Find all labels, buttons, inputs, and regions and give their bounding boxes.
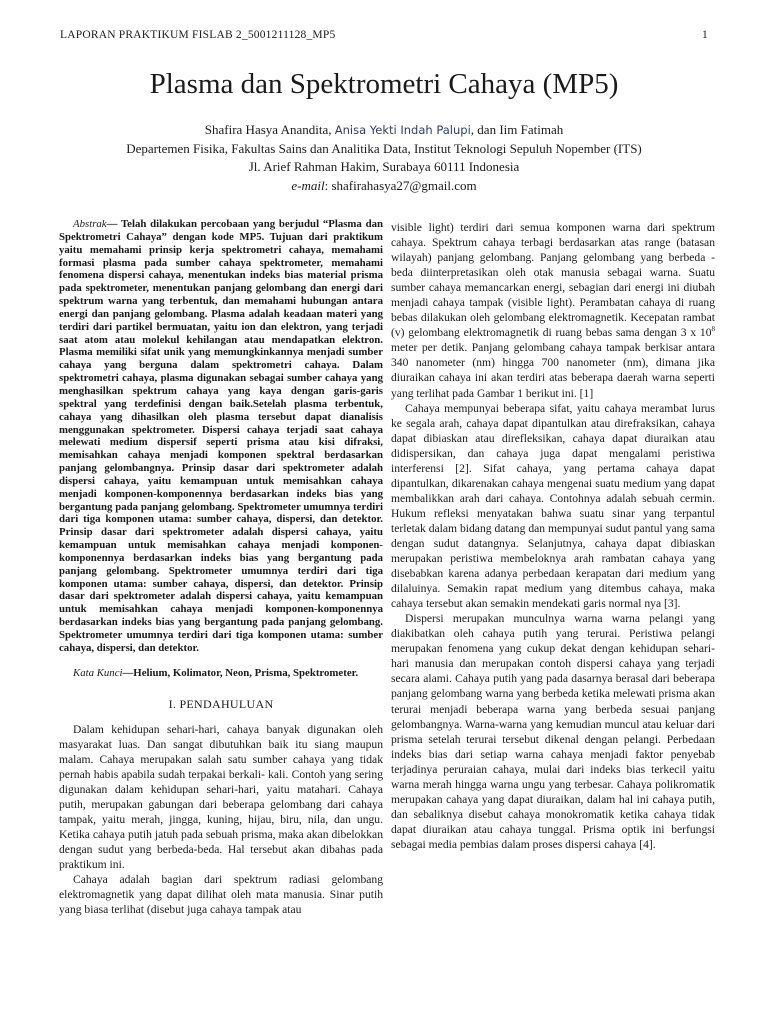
author-line bbox=[0, 121, 768, 140]
email-line bbox=[0, 177, 768, 196]
address: Jl. Arief Rahman Hakim, Surabaya 60111 Indonesia bbox=[248, 159, 520, 174]
author-1: Shafira Hasya Anandita, bbox=[204, 122, 332, 137]
keywords-text: —Helium, Kolimator, Neon, Prisma, Spektrometer. bbox=[122, 666, 359, 679]
abstract bbox=[59, 218, 383, 655]
abstract-text: — Telah dilakukan percobaan yang berjudul “Plasma dan Spektrometri Cahaya” dengan kode MP5. Tujuan dari praktikum yaitu memahami prinsip kerja spektrometri cahaya, memahami formasi plasma pada sumber cahaya spektrometer, memahami fenomena dispersi cahaya, menentukan indeks bias material prisma pada spektrometer, menentukan panjang gelombang dan energi dari spektrum warna yang terbentuk, dan memahami hubungan antara energi dan panjang gelombang. Plasma adalah keadaan materi yang terdiri dari partikel bermuatan, yaitu ion dan elektron, yang terjadi saat atom atau molekul kehilangan atau mendapatkan elektron. Plasma memiliki sifat unik yang memungkinkannya menjadi sumber cahaya yang berguna dalam spektrometri cahaya. Dalam spektrometri cahaya, plasma digunakan sebagai sumber cahaya yang menghasilkan spektrum cahaya yang kaya dengan garis-garis spektral yang terdefinisi dengan baik.Setelah plasma terbentuk, cahaya yang dihasilkan oleh plasma tersebut dapat dianalisis menggunakan spektrometer. Dispersi cahaya terjadi saat cahaya melewati medium dispersif seperti prisma atau kisi difraksi, memisahkan cahaya menjadi komponen spektral berdasarkan panjang gelombangnya. Prinsip dasar dari spektrometer adalah dispersi cahaya, yaitu kemampuan untuk memisahkan cahaya menjadi komponen-komponennya berdasarkan indeks bias yang bergantung pada panjang gelombang. Spektrometer umumnya terdiri dari tiga komponen utama: sumber cahaya, dispersi, dan detektor. Prinsip dasar dari spektrometer adalah dispersi cahaya, yaitu kemampuan untuk memisahkan cahaya menjadi komponen-komponennya berdasarkan indeks bias yang bergantung pada panjang gelombang. Spektrometer umumnya terdiri dari tiga komponen utama: sumber cahaya, dispersi, dan detektor. Prinsip dasar dari spektrometer adalah dispersi cahaya, yaitu kemampuan untuk memisahkan cahaya menjadi komponen-komponennya berdasarkan indeks bias yang bergantung pada panjang gelombang. Spektrometer umumnya terdiri dari tiga komponen utama: sumber cahaya, dispersi, dan detektor. bbox=[59, 218, 383, 654]
intro-paragraph-2: Cahaya adalah bagian dari spektrum radiasi gelombang elektromagnetik yang dapat dilihat oleh mata manusia. Sinar putih yang biasa terlihat (disebut juga cahaya tampak atau bbox=[59, 873, 383, 917]
body-paragraph-1 bbox=[391, 220, 715, 401]
intro-paragraph-1: Dalam kehidupan sehari-hari, cahaya banyak digunakan oleh masyarakat luas. Dan sangat dibutuhkan baik itu siang maupun malam. Cahaya merupakan salah satu sumber cahaya yang tidak pernah habis apabila sudah terpakai berkali- kali. Contoh yang sering digunakan dalam kehidupan sehari-hari, yaitu matahari. Cahaya putih, merupakan gabungan dari beberapa gelombang dari cahaya tampak, yaitu merah, jingga, kuning, hijau, biru, nila, dan ungu. Ketika cahaya putih jatuh pada sebuah prisma, maka akan dibelokkan dengan sudut yang berbeda-beda. Hal tersebut akan dibahas pada praktikum ini. bbox=[59, 722, 383, 872]
page-number: 1 bbox=[702, 29, 708, 41]
paper-title: Plasma dan Spektrometri Cahaya (MP5) bbox=[149, 68, 619, 100]
body-paragraph-1-part-a: visible light) terdiri dari semua komponen warna dari spektrum cahaya. Spektrum cahaya terbagi berdasarkan atas range (batasan wilayah) panjang gelombang. Panjang gelombang yang berbeda - beda diinterpretasikan oleh otak manusia sebagai warna. Suatu sumber cahaya memancarkan energi, sebagian dari energi ini diubah menjadi cahaya tampak (visible light). Perambatan cahaya di ruang bebas dilakukan oleh gelombang elektromagnetik. Kecepatan rambat (v) gelombang elektromagnetik di ruang bebas sama dengan 3 x 10 bbox=[391, 221, 715, 340]
left-column bbox=[59, 218, 383, 917]
keywords bbox=[59, 667, 383, 680]
affiliation: Departemen Fisika, Fakultas Sains dan Analitika Data, Institut Teknologi Sepuluh Nopember (ITS) bbox=[126, 140, 642, 156]
exponent: 8 bbox=[711, 325, 715, 334]
author-block bbox=[0, 121, 768, 195]
keywords-label: Kata Kunci bbox=[73, 666, 123, 679]
section-heading: I. PENDAHULUAN bbox=[168, 696, 274, 711]
body-paragraph-2: Cahaya mempunyai beberapa sifat, yaitu cahaya merambat lurus ke segala arah, cahaya dapat dipantulkan atau direfraksikan, cahaya dapat dibiaskan atau direfleksikan, cahaya dapat diuraikan atau didispersikan, dan cahaya juga dapat mengalami peristiwa interferensi [2]. Sifat cahaya, yang pertama cahaya dapat dipantulkan, dikarenakan cahaya mengenai suatu medium yang dapat membalikkan arah dari cahaya. Contohnya adalah sebuah cermin. Hukum refleksi menyatakan bahwa suatu sinar yang terpantul terletak dalam bidang datang dan mempunyai sudut pantul yang sama dengan sudut datangnya. Selanjutnya, cahaya dapat dibiaskan merupakan peristiwa membeloknya arah rambatan cahaya yang disebabkan karena adanya perbedaan kerapatan dari medium yang dilaluinya. Semakin rapat medium yang ditembus cahaya, maka cahaya tersebut akan semakin mendekati garis normal nya [3]. bbox=[391, 401, 715, 611]
email-label: e-mail bbox=[291, 177, 325, 193]
abstract-label: Abstrak bbox=[73, 218, 107, 230]
email: : shafirahasya27@gmail.com bbox=[324, 177, 477, 193]
running-header bbox=[60, 29, 708, 41]
body-paragraph-1-part-b: meter per detik. Panjang gelombang cahaya tampak berkisar antara 340 nanometer (nm) hingga 700 nanometer (nm), dimana jika diuraikan cahaya ini akan terdiri atas beberapa daerah warna seperti yang terlihat pada Gambar 1 berikut ini. [1] bbox=[391, 341, 715, 400]
author-2: Anisa Yekti Indah Palupi bbox=[334, 123, 471, 137]
right-column bbox=[391, 220, 715, 852]
body-paragraph-3: Dispersi merupakan munculnya warna warna pelangi yang diakibatkan oleh cahaya putih yang terurai. Peristiwa pelangi merupakan fenomena yang cukup dekat dengan kehidupan sehari-hari manusia dan merupakan contoh dispersi cahaya yang terjadi secara alami. Cahaya putih yang pada dasarnya berasal dari beberapa panjang gelombang warna yang berbeda ketika melewati prisma akan terurai menjadi beberapa warna yang berbeda sesuai panjang gelombangnya. Warna-warna yang kemudian muncul atau keluar dari prisma setelah terurai tersebut dikenal dengan pelangi. Perbedaan indeks bias dari setiap warna cahaya menjadi faktor penyebab terjadinya peruraian cahaya, mulai dari indeks bias terkecil yaitu warna merah hingga warna ungu yang terbesar. Cahaya polikromatik merupakan cahaya yang dapat diuraikan, dalam hal ini cahaya putih, dan sebaliknya disebut cahaya monokromatik ketika cahaya tidak dapat diuraikan atau cahaya tunggal. Prisma optik ini berfungsi sebagai media pembias dalam proses dispersi cahaya [4]. bbox=[391, 612, 715, 851]
running-title: LAPORAN PRAKTIKUM FISLAB 2_5001211128_MP5 bbox=[60, 29, 336, 41]
author-3: , dan Iim Fatimah bbox=[470, 122, 564, 137]
